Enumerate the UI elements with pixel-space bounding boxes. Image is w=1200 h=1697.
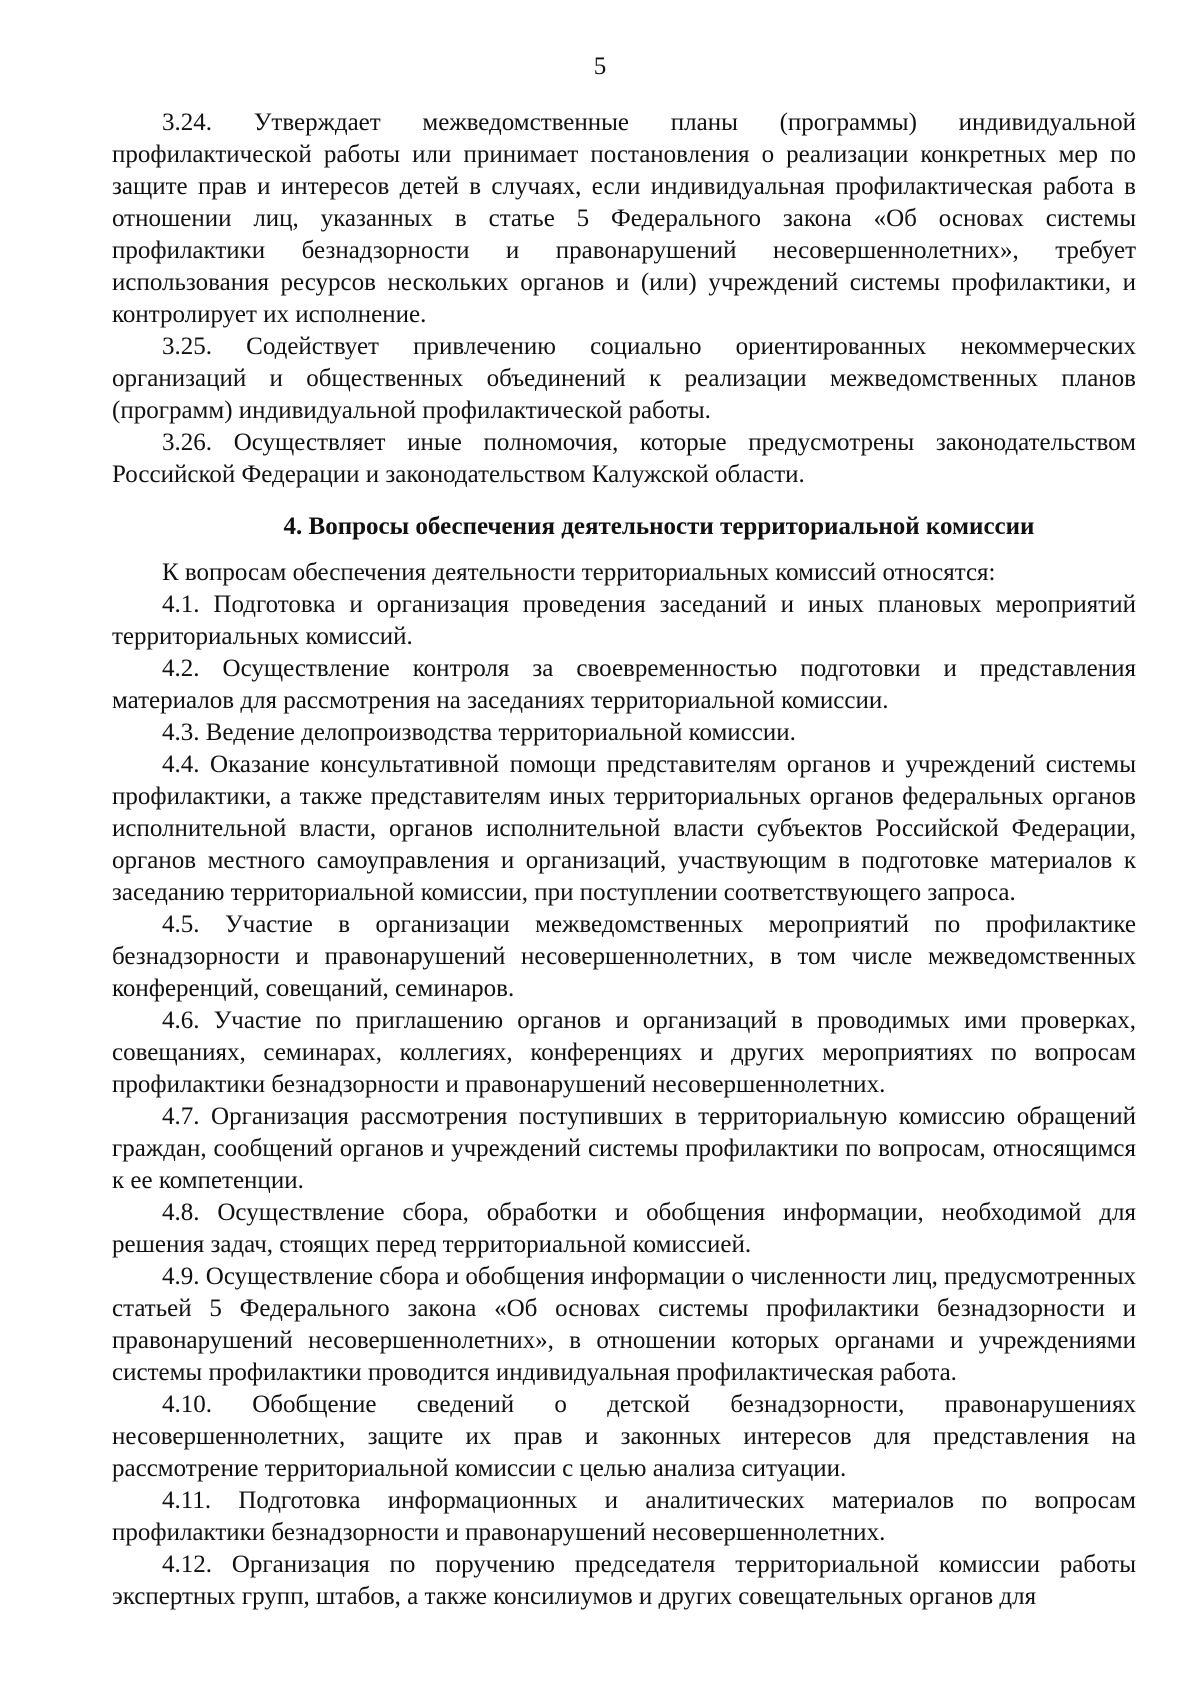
section-title: 4. Вопросы обеспечения деятельности территориальной комиссии: [283, 513, 1035, 540]
paragraph-4-3: 4.3. Ведение делопроизводства территориальной комиссии.: [162, 719, 796, 746]
paragraph-4-2: 4.2. Осуществление контроля за своевременностью подготовки и представления материалов для рассмотрения на заседаниях территориальной комиссии.: [112, 655, 1136, 714]
paragraph-3-24: 3.24. Утверждает межведомственные планы (программы) индивидуальной профилактической работы или принимает постановления о реализации конкретных мер по защите прав и интересов детей в случаях, если индивидуальная профилактическая работа в отношении лиц, указанных в статье 5 Федерального закона «Об основах системы профилактики безнадзорности и правонарушений несовершеннолетних», требует использования ресурсов нескольких органов и (или) учреждений системы профилактики, и контролирует их исполнение.: [112, 109, 1136, 328]
paragraph-4-1: 4.1. Подготовка и организация проведения заседаний и иных плановых мероприятий территориальных комиссий.: [112, 591, 1136, 650]
paragraph-4-8: 4.8. Осуществление сбора, обработки и обобщения информации, необходимой для решения задач, стоящих перед территориальной комиссией.: [112, 1199, 1136, 1258]
paragraph-3-26: 3.26. Осуществляет иные полномочия, которые предусмотрены законодательством Российской Федерации и законодательством Калужской области.: [112, 429, 1136, 488]
page-number: 5: [593, 53, 607, 80]
paragraph-4-11: 4.11. Подготовка информационных и аналитических материалов по вопросам профилактики безнадзорности и правонарушений несовершеннолетних.: [112, 1487, 1136, 1546]
paragraph-4-9: 4.9. Осуществление сбора и обобщения информации о численности лиц, предусмотренных статьей 5 Федерального закона «Об основах системы профилактики безнадзорности и правонарушений несовершеннолетних», в отношении которых органами и учреждениями системы профилактики проводится индивидуальная профилактическая работа.: [112, 1263, 1136, 1386]
paragraph-4-7: 4.7. Организация рассмотрения поступивших в территориальную комиссию обращений граждан, сообщений органов и учреждений системы профилактики по вопросам, относящимся к ее компетенции.: [112, 1103, 1136, 1194]
paragraph-4-12: 4.12. Организация по поручению председателя территориальной комиссии работы экспертных групп, штабов, а также консилиумов и других совещательных органов для: [112, 1551, 1136, 1610]
paragraph-4-5: 4.5. Участие в организации межведомственных мероприятий по профилактике безнадзорности и правонарушений несовершеннолетних, в том числе межведомственных конференций, совещаний, семинаров.: [112, 911, 1136, 1002]
paragraph-4-6: 4.6. Участие по приглашению органов и организаций в проводимых ими проверках, совещаниях, семинарах, коллегиях, конференциях и других мероприятиях по вопросам профилактики безнадзорности и правонарушений несовершеннолетних.: [112, 1007, 1136, 1098]
paragraph-intro: К вопросам обеспечения деятельности территориальных комиссий относятся:: [162, 559, 996, 586]
paragraph-4-4: 4.4. Оказание консультативной помощи представителям органов и учреждений системы профилактики, а также представителям иных территориальных органов федеральных органов исполнительной власти, органов исполнительной власти субъектов Российской Федерации, органов местного самоуправления и организаций, участвующим в подготовке материалов к заседанию территориальной комиссии, при поступлении соответствующего запроса.: [112, 751, 1136, 906]
paragraph-4-10: 4.10. Обобщение сведений о детской безнадзорности, правонарушениях несовершеннолетних, защите их прав и законных интересов для представления на рассмотрение территориальной комиссии с целью анализа ситуации.: [112, 1391, 1136, 1482]
document-body: [112, 107, 1136, 1613]
paragraph-3-25: 3.25. Содействует привлечению социально ориентированных некоммерческих организаций и общественных объединений к реализации межведомственных планов (программ) индивидуальной профилактической работы.: [112, 333, 1136, 424]
